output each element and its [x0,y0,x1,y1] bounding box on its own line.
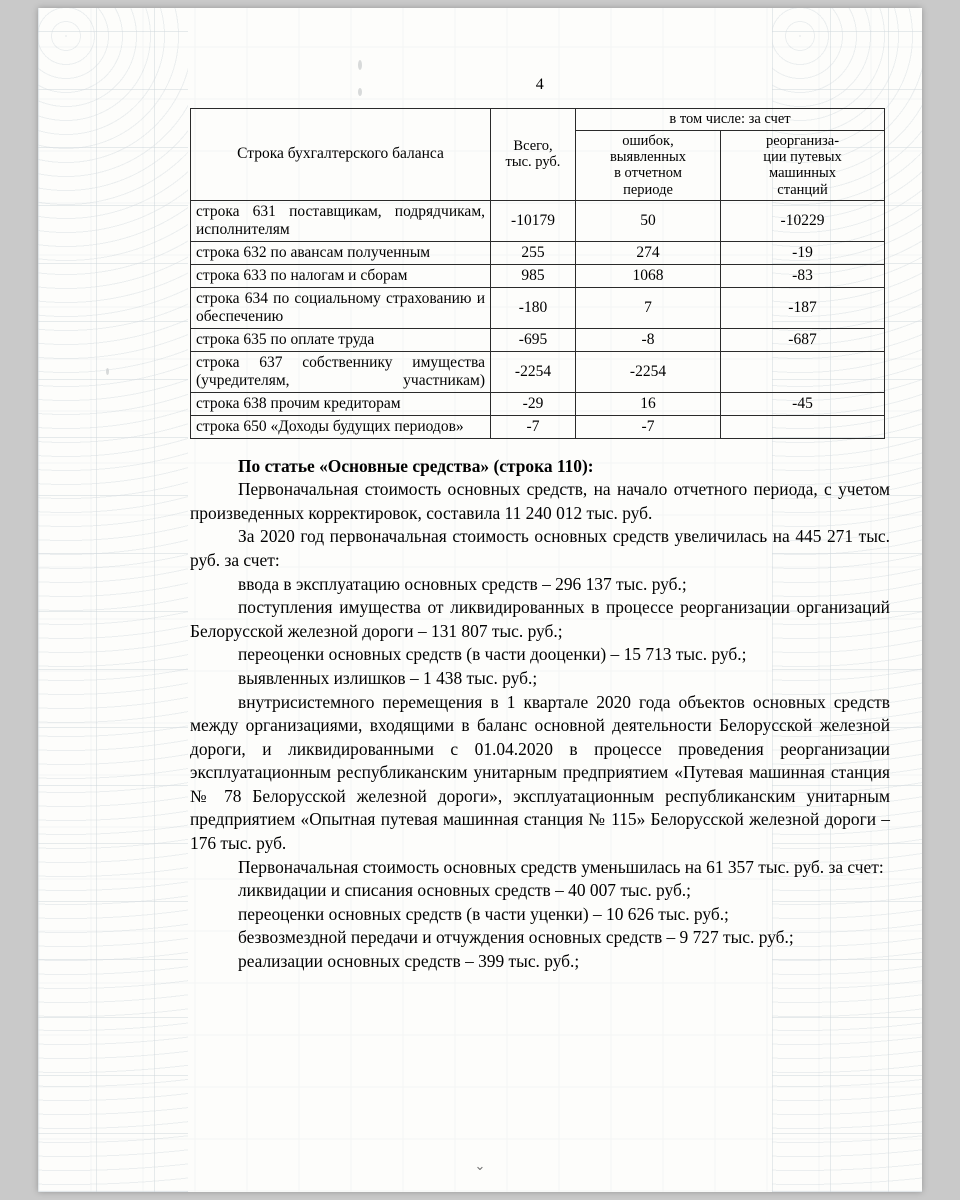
page-number: 4 [535,76,545,93]
table-row [191,392,885,415]
paragraph-6: выявленных излишков – 1 438 тыс. руб.; [238,667,538,688]
row-errors: -8 [576,328,721,351]
row-errors: 16 [576,392,721,415]
header-errors-line2: выявленных [609,149,687,166]
header-errors-line1: ошибок, [622,133,674,149]
paragraph-9: ликвидации и списания основных средств – 40 007 тыс. руб.; [238,880,691,901]
header-reorg-line3: машинных [769,165,836,182]
row-errors: -2254 [576,351,721,392]
table-row [191,328,885,351]
row-errors: 7 [576,287,721,328]
row-errors: 50 [576,200,721,241]
table-header-row-top [191,109,885,131]
row-total: -10179 [491,200,576,241]
row-reorg: -83 [721,264,885,287]
header-errors-line4: периоде [623,181,673,198]
row-total: 255 [491,241,576,264]
row-label: строка 633 по налогам и сборам [191,264,491,287]
paragraph-8: Первоначальная стоимость основных средств уменьшилась на 61 357 тыс. руб. за счет: [238,856,884,877]
section-heading: По статье «Основные средства» (строка 110): [238,455,594,476]
table-row [191,415,885,438]
row-total: -695 [491,328,576,351]
header-total-line2: тыс. руб. [505,154,561,171]
table-row [191,351,885,392]
row-total: 985 [491,264,576,287]
row-reorg: -19 [721,241,885,264]
row-label: строка 631 поставщикам, подрядчикам, исполнителям [191,200,491,241]
paragraph-5: переоценки основных средств (в части дооценки) – 15 713 тыс. руб.; [238,644,747,665]
paragraph-10: переоценки основных средств (в части уценки) – 10 626 тыс. руб.; [238,903,729,924]
header-row-name: Строка бухгалтерского баланса [191,109,491,201]
row-reorg: -187 [721,287,885,328]
row-total: -29 [491,392,576,415]
row-reorg [721,351,885,392]
page-content [190,8,890,1192]
paragraph-7: внутрисистемного перемещения в 1 квартале 2020 года объектов основных средств между организациями, входящими в баланс основной деятельности Белорусской железной дороги, и ликвидированными с 01.04.2020 в процессе проведения реорганизации эксплуатационным республиканским унитарным предприятием «Путевая машинная станция № 78 Белорусской железной дороги», эксплуатационным республиканским унитарным предприятием «Опытная путевая машинная станция № 115» Белорусской железной дороги – 176 тыс. руб. [190,691,890,853]
row-errors: -7 [576,415,721,438]
row-label: строка 638 прочим кредиторам [191,392,491,415]
table-row [191,264,885,287]
balance-adjustments-table [190,108,885,439]
table-row [191,200,885,241]
paragraph-3: ввода в эксплуатацию основных средств – 296 137 тыс. руб.; [238,573,687,594]
row-errors: 1068 [576,264,721,287]
row-label: строка 635 по оплате труда [191,328,491,351]
scan-artifact [106,368,109,375]
row-total: -2254 [491,351,576,392]
paragraph-11: безвозмездной передачи и отчуждения основных средств – 9 727 тыс. руб.; [238,927,794,948]
table-row [191,241,885,264]
header-group-including: в том числе: за счет [576,109,885,131]
row-reorg: -45 [721,392,885,415]
row-label: строка 634 по социальному страхованию и обеспечению [191,287,491,328]
header-reorg-line1: реорганиза- [765,133,840,149]
header-reorg-line4: станций [777,181,828,198]
header-total [491,109,576,201]
row-reorg: -687 [721,328,885,351]
paragraph-12: реализации основных средств – 399 тыс. руб.; [238,950,580,971]
paragraph-4: поступления имущества от ликвидированных в процессе реорганизации организаций Белорусской железной дороги – 131 807 тыс. руб.; [190,597,890,641]
header-column-reorg [721,131,885,201]
paragraph-2: За 2020 год первоначальная стоимость основных средств увеличилась на 445 271 тыс. руб. за счет: [190,526,890,571]
header-total-line1: Всего, [513,138,553,155]
row-label: строка 637 собственнику имущества (учредителям, участникам) [191,351,491,392]
row-total: -180 [491,287,576,328]
document-page [38,8,922,1192]
watermark-left-band [38,8,188,1192]
header-column-errors [576,131,721,201]
row-errors: 274 [576,241,721,264]
table-row [191,287,885,328]
footer-mark: ⌄ [474,1158,486,1173]
row-reorg: -10229 [721,200,885,241]
header-reorg-line2: ции путевых [763,149,842,166]
row-label: строка 650 «Доходы будущих периодов» [191,415,491,438]
row-total: -7 [491,415,576,438]
header-errors-line3: в отчетном [614,165,682,182]
row-reorg [721,415,885,438]
body-text [190,455,890,974]
row-label: строка 632 по авансам полученным [191,241,491,264]
paragraph-1: Первоначальная стоимость основных средств, на начало отчетного периода, с учетом произведенных корректировок, составила 11 240 012 тыс. руб. [190,479,890,523]
